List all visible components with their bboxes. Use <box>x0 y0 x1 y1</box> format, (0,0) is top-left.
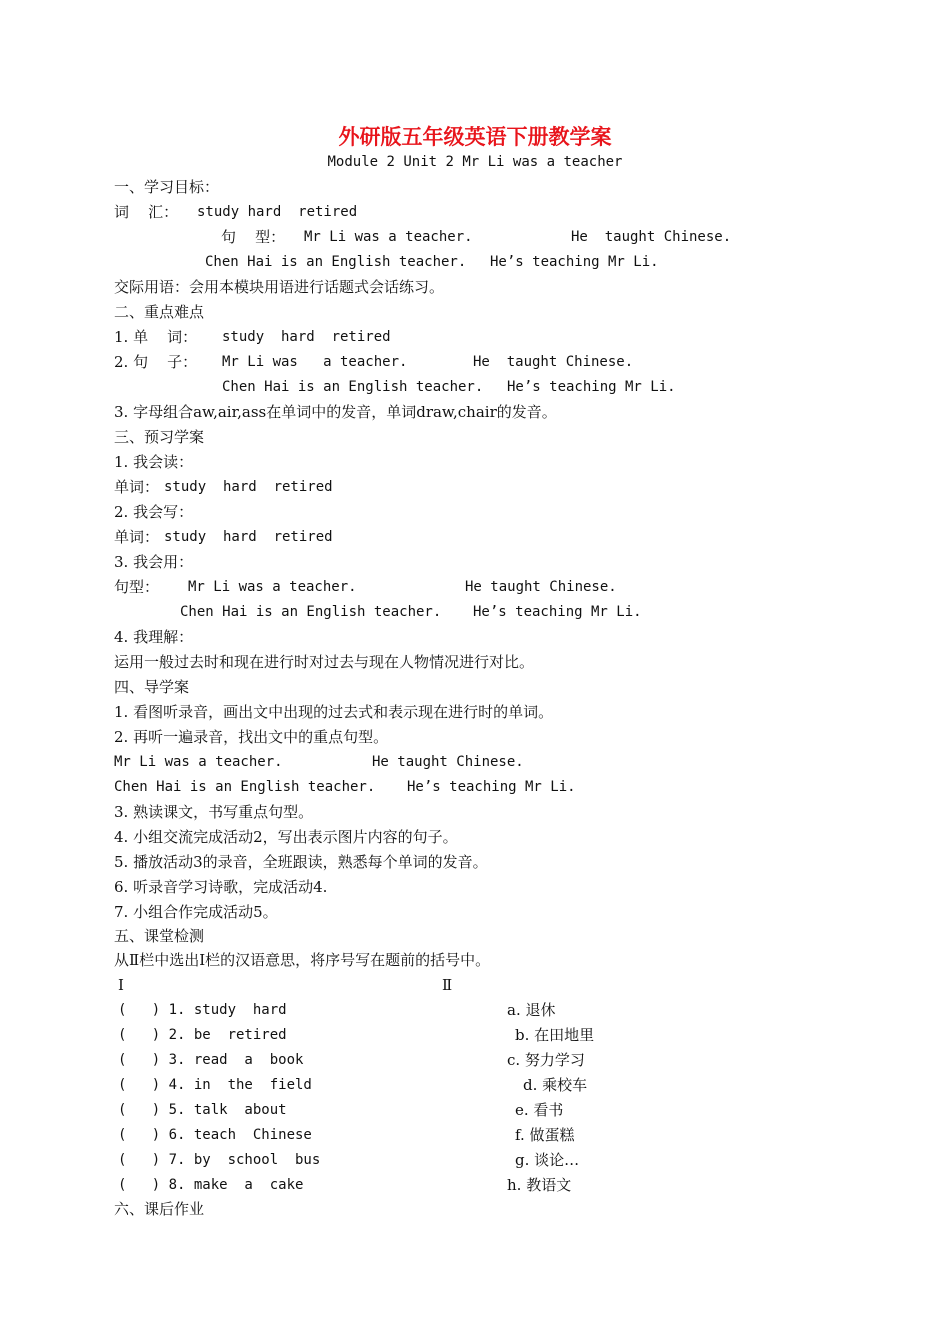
write-words: study hard retired <box>164 529 333 545</box>
section-1-heading: 一、学习目标： <box>114 178 220 196</box>
pattern-sentence-4: He’s teaching Mr Li. <box>490 254 659 270</box>
guide-step-6: 6. 听录音学习诗歌，完成活动4. <box>114 878 328 896</box>
column-2-header: Ⅱ <box>442 976 453 994</box>
pattern-sentence-3: Chen Hai is an English teacher. <box>205 254 467 270</box>
communication-goal: 交际用语：会用本模块用语进行话题式会话练习。 <box>114 278 445 296</box>
page-subtitle: Module 2 Unit 2 Mr Li was a teacher <box>327 154 623 170</box>
read-words: study hard retired <box>164 479 333 495</box>
key-words-label: 1. 单 词： <box>114 328 198 346</box>
use-pattern-label: 句型： <box>114 578 160 596</box>
section-6-heading: 六、课后作业 <box>114 1200 205 1218</box>
match-left-item: ( ) 5. talk about <box>118 1102 287 1118</box>
read-words-label: 单词： <box>114 478 160 496</box>
phonics-item: 3. 字母组合aw,air,ass在单词中的发音，单词draw,chair的发音。 <box>114 403 557 421</box>
guide-sentence-4: He’s teaching Mr Li. <box>407 779 576 795</box>
guide-step-2: 2. 再听一遍录音，找出文中的重点句型。 <box>114 728 389 746</box>
section-5-heading: 五、课堂检测 <box>114 927 205 945</box>
section-2-heading: 二、重点难点 <box>114 303 205 321</box>
pattern-sentence-1: Mr Li was a teacher. <box>304 229 473 245</box>
match-left-item: ( ) 3. read a book <box>118 1052 304 1068</box>
match-right-item: d. 乘校车 <box>523 1076 588 1094</box>
matching-instruction: 从Ⅱ栏中选出Ⅰ栏的汉语意思，将序号写在题前的括号中。 <box>114 951 491 969</box>
guide-sentence-1: Mr Li was a teacher. <box>114 754 283 770</box>
understand-label: 4. 我理解： <box>114 628 194 646</box>
match-right-item: a. 退休 <box>507 1001 556 1019</box>
key-sentence-4: He’s teaching Mr Li. <box>507 379 676 395</box>
vocab-label: 词 汇： <box>114 203 179 221</box>
can-read-label: 1. 我会读： <box>114 453 194 471</box>
match-right-item: g. 谈论… <box>515 1151 580 1169</box>
match-right-item: c. 努力学习 <box>507 1051 585 1069</box>
key-words: study hard retired <box>222 329 391 345</box>
use-sentence-1: Mr Li was a teacher. <box>188 579 357 595</box>
use-sentence-2: He taught Chinese. <box>465 579 617 595</box>
column-1-header: Ⅰ <box>118 976 124 994</box>
guide-step-7: 7. 小组合作完成活动5。 <box>114 903 278 921</box>
guide-step-1: 1. 看图听录音，画出文中出现的过去式和表示现在进行时的单词。 <box>114 703 554 721</box>
guide-sentence-2: He taught Chinese. <box>372 754 524 770</box>
can-write-label: 2. 我会写： <box>114 503 194 521</box>
guide-step-3: 3. 熟读课文，书写重点句型。 <box>114 803 314 821</box>
understand-text: 运用一般过去时和现在进行时对过去与现在人物情况进行对比。 <box>114 653 535 671</box>
vocab-words: study hard retired <box>197 204 358 220</box>
guide-sentence-3: Chen Hai is an English teacher. <box>114 779 376 795</box>
match-right-item: h. 教语文 <box>507 1176 572 1194</box>
section-4-heading: 四、导学案 <box>114 678 190 696</box>
can-use-label: 3. 我会用： <box>114 553 194 571</box>
pattern-sentence-2: He taught Chinese. <box>571 229 732 245</box>
key-sentence-2: He taught Chinese. <box>473 354 634 370</box>
match-right-item: b. 在田地里 <box>515 1026 595 1044</box>
match-left-item: ( ) 1. study hard <box>118 1002 287 1018</box>
key-sentence-3: Chen Hai is an English teacher. <box>222 379 484 395</box>
key-sentence-1: Mr Li was a teacher. <box>222 354 408 370</box>
match-right-item: f. 做蛋糕 <box>515 1126 575 1144</box>
match-left-item: ( ) 6. teach Chinese <box>118 1127 312 1143</box>
match-left-item: ( ) 8. make a cake <box>118 1177 304 1193</box>
key-sentences-label: 2. 句 子： <box>114 353 198 371</box>
page-title: 外研版五年级英语下册教学案 <box>338 125 612 149</box>
pattern-label: 句 型： <box>221 228 286 246</box>
use-sentence-4: He’s teaching Mr Li. <box>473 604 642 620</box>
guide-step-5: 5. 播放活动3的录音，全班跟读，熟悉每个单词的发音。 <box>114 853 488 871</box>
section-3-heading: 三、预习学案 <box>114 428 205 446</box>
guide-step-4: 4. 小组交流完成活动2，写出表示图片内容的句子。 <box>114 828 458 846</box>
use-sentence-3: Chen Hai is an English teacher. <box>180 604 442 620</box>
write-words-label: 单词： <box>114 528 160 546</box>
match-left-item: ( ) 7. by school bus <box>118 1152 321 1168</box>
match-left-item: ( ) 4. in the field <box>118 1077 312 1093</box>
match-right-item: e. 看书 <box>515 1101 564 1119</box>
match-left-item: ( ) 2. be retired <box>118 1027 287 1043</box>
